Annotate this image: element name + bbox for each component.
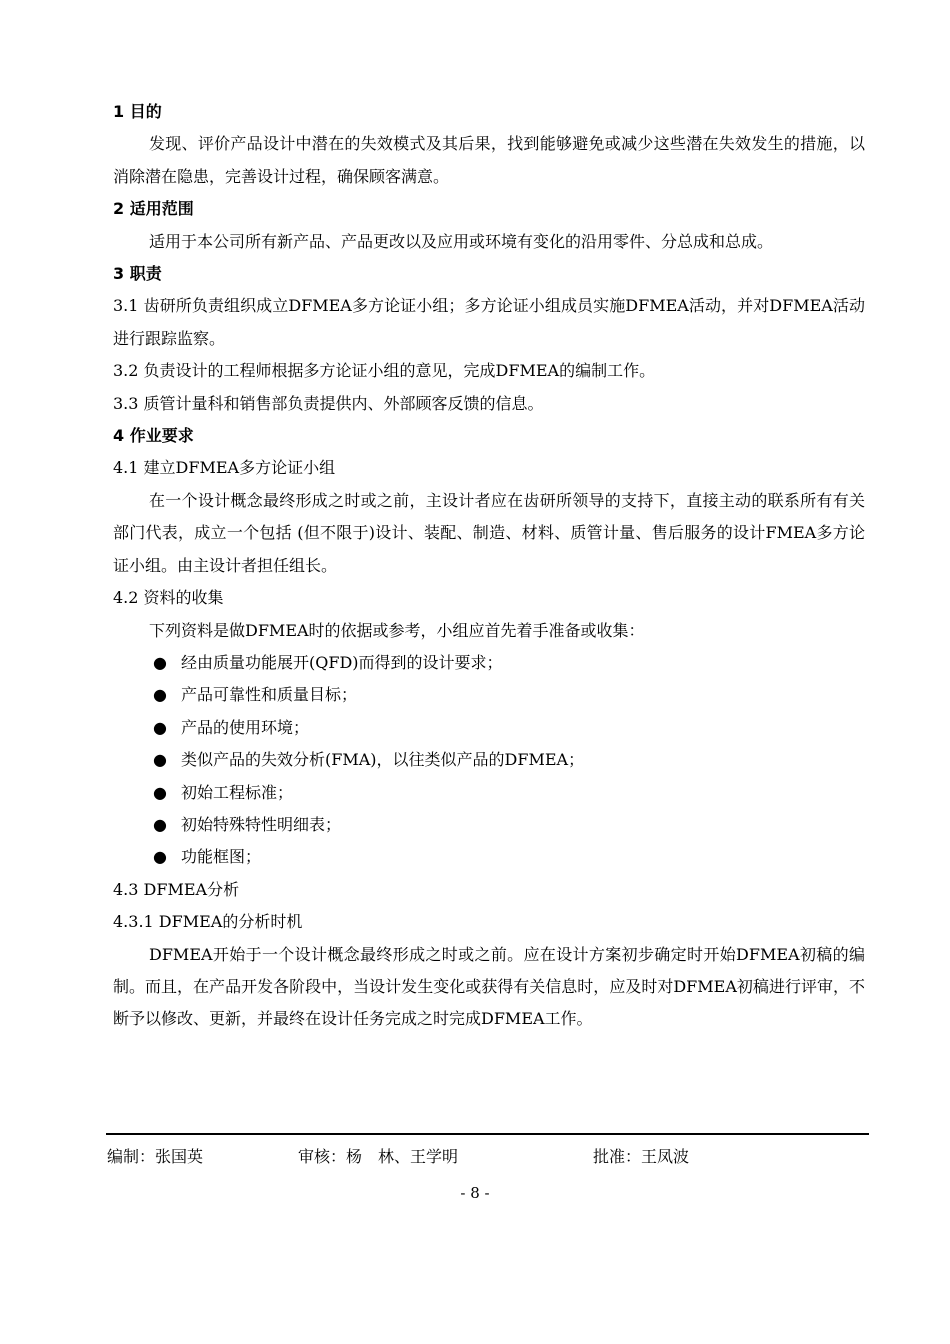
list-item-text: 产品的使用环境；	[181, 717, 310, 737]
list-item	[113, 841, 865, 873]
purpose-paragraph: 发现、评价产品设计中潜在的失效模式及其后果，找到能够避免或减少这些潜在失效发生的措施，以消除潜在隐患，完善设计过程，确保顾客满意。	[113, 134, 865, 186]
subsection-heading-4-1: 4.1 建立DFMEA多方论证小组	[113, 458, 336, 478]
subsection-heading-4-3: 4.3 DFMEA分析	[113, 879, 240, 899]
footer-reviewed-by: 审核：杨 林、王学明	[298, 1147, 459, 1166]
document-body	[113, 96, 865, 1036]
footer-prepared-by: 编制：张国英	[107, 1147, 204, 1166]
list-item	[113, 647, 865, 679]
list-item-text: 功能框图；	[181, 847, 262, 867]
section-heading-purpose: 1 目的	[113, 102, 162, 121]
scope-paragraph: 适用于本公司所有新产品、产品更改以及应用或环境有变化的沿用零件、分总成和总成。	[149, 231, 774, 251]
bullet-icon: ●	[153, 814, 167, 834]
list-item-text: 类似产品的失效分析(FMA)，以往类似产品的DFMEA；	[181, 750, 585, 770]
bullet-icon: ●	[153, 652, 167, 672]
bullet-icon: ●	[153, 782, 167, 802]
bullet-icon: ●	[153, 685, 167, 705]
materials-bullet-list	[113, 647, 865, 874]
team-paragraph: 在一个设计概念最终形成之时或之前，主设计者应在齿研所领导的支持下，直接主动的联系所有有关部门代表，成立一个包括 (但不限于)设计、装配、制造、材料、质管计量、售后服务的设计FMEA多方论证小组。由主设计者担任组长。	[113, 490, 865, 575]
list-item-text: 产品可靠性和质量目标；	[181, 685, 358, 705]
list-item	[113, 744, 865, 776]
bullet-icon: ●	[153, 847, 167, 867]
list-item-text: 初始工程标准；	[181, 782, 294, 802]
timing-paragraph: DFMEA开始于一个设计概念最终形成之时或之前。应在设计方案初步确定时开始DFMEA初稿的编制。而且，在产品开发各阶段中，当设计发生变化或获得有关信息时，应及时对DFMEA初稿进行评审，不断予以修改、更新，并最终在设计任务完成之时完成DFMEA工作。	[113, 944, 865, 1029]
bullet-icon: ●	[153, 750, 167, 770]
list-item	[113, 712, 865, 744]
list-item-text: 初始特殊特性明细表；	[181, 814, 342, 834]
responsibility-item-3-3: 3.3 质管计量科和销售部负责提供内、外部顾客反馈的信息。	[113, 393, 544, 413]
list-item	[113, 777, 865, 809]
footer-divider	[106, 1133, 869, 1135]
subsection-heading-4-2: 4.2 资料的收集	[113, 588, 224, 608]
section-heading-responsibility: 3 职责	[113, 264, 162, 284]
materials-intro: 下列资料是做DFMEA时的依据或参考，小组应首先着手准备或收集：	[149, 620, 645, 640]
responsibility-item-3-2: 3.2 负责设计的工程师根据多方论证小组的意见，完成DFMEA的编制工作。	[113, 361, 656, 381]
section-heading-requirements: 4 作业要求	[113, 426, 194, 446]
subsection-heading-4-3-1: 4.3.1 DFMEA的分析时机	[113, 912, 303, 932]
list-item	[113, 679, 865, 711]
list-item	[113, 809, 865, 841]
footer-approved-by: 批准：王凤波	[593, 1147, 690, 1166]
responsibility-item-3-1: 3.1 齿研所负责组织成立DFMEA多方论证小组；多方论证小组成员实施DFMEA活动，并对DFMEA活动进行跟踪监察。	[113, 296, 865, 348]
list-item-text: 经由质量功能展开(QFD)而得到的设计要求；	[181, 652, 503, 672]
bullet-icon: ●	[153, 717, 167, 737]
page-number: - 8 -	[460, 1184, 490, 1202]
section-heading-scope: 2 适用范围	[113, 199, 194, 219]
